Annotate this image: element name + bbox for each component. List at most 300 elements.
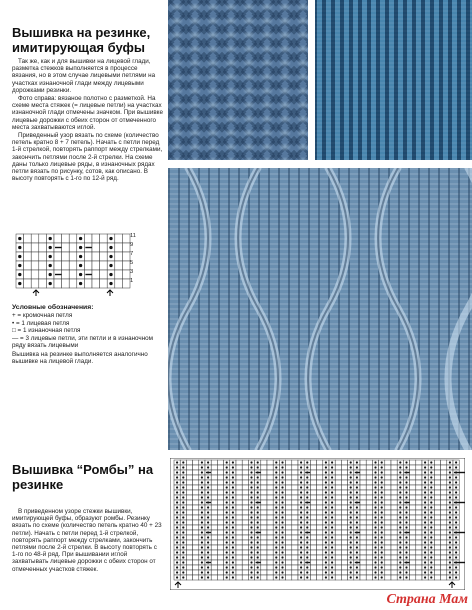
knit-stitch-dot [18, 255, 21, 258]
knit-stitch-dot [331, 566, 333, 568]
chart-cell [341, 515, 347, 520]
knit-stitch-dot [300, 526, 302, 528]
knit-stitch-dot [18, 264, 21, 267]
chart-cell [385, 515, 391, 520]
knit-stitch-dot [331, 506, 333, 508]
chart-cell [441, 555, 447, 560]
knitting-chart-1 [14, 232, 138, 298]
knit-stitch-dot [281, 476, 283, 478]
knit-stitch-dot [275, 506, 277, 508]
knit-stitch-dot [350, 466, 352, 468]
chart-cell [391, 570, 397, 575]
chart-cell [31, 234, 39, 243]
site-watermark: Страна Мам [386, 592, 468, 607]
knit-stitch-dot [257, 551, 259, 553]
chart-cell [186, 525, 192, 530]
knit-stitch-dot [424, 466, 426, 468]
knit-stitch-dot [331, 531, 333, 533]
chart-cell [310, 475, 316, 480]
knit-stitch-dot [356, 511, 358, 513]
knit-stitch-dot [109, 237, 112, 240]
chart-cell [62, 243, 70, 252]
knit-stitch-dot [430, 496, 432, 498]
knit-stitch-dot [331, 496, 333, 498]
knit-stitch-dot [424, 536, 426, 538]
section1-paragraph-1: Так же, как и для вышивки на лицевой глади, разметка стежков выполняется в процессе вязания, но в этом случае лицевыми петлями на участках изнаночной глади между лицевыми дорожками резинки. [12, 58, 156, 94]
knit-stitch-dot [325, 516, 327, 518]
knit-stitch-dot [424, 471, 426, 473]
knit-stitch-dot [350, 481, 352, 483]
chart-cell [335, 465, 341, 470]
chart-cell [360, 555, 366, 560]
chart-cell [317, 545, 323, 550]
chart-cell [286, 480, 292, 485]
chart-cell [441, 520, 447, 525]
knit-stitch-dot [455, 526, 457, 528]
knit-stitch-dot [331, 536, 333, 538]
knit-stitch-dot [250, 516, 252, 518]
knit-stitch-dot [405, 466, 407, 468]
knit-stitch-dot [207, 521, 209, 523]
knit-stitch-dot [331, 556, 333, 558]
chart-cell [122, 279, 130, 288]
knit-stitch-dot [430, 486, 432, 488]
knit-stitch-dot [281, 511, 283, 513]
knit-stitch-dot [226, 511, 228, 513]
chart-cell [186, 460, 192, 465]
knit-stitch-dot [281, 496, 283, 498]
knit-stitch-dot [232, 551, 234, 553]
knit-stitch-dot [455, 491, 457, 493]
chart-cell [391, 545, 397, 550]
chart-cell [317, 485, 323, 490]
knit-stitch-dot [18, 237, 21, 240]
chart-cell [341, 470, 347, 475]
chart-cell [211, 540, 217, 545]
chart-cell [385, 525, 391, 530]
chart-cell [360, 535, 366, 540]
chart-cell [261, 550, 267, 555]
chart-cell [236, 495, 242, 500]
chart-cell [211, 480, 217, 485]
chart-cell [193, 490, 199, 495]
chart-cell [217, 570, 223, 575]
knit-stitch-dot [226, 541, 228, 543]
knit-stitch-dot [250, 476, 252, 478]
chart-cell [211, 470, 217, 475]
chart-cell [193, 505, 199, 510]
knit-stitch-dot [350, 506, 352, 508]
knit-stitch-dot [449, 501, 451, 503]
chart-cell [267, 560, 273, 565]
chart-cell [193, 575, 199, 580]
chart-cell [236, 480, 242, 485]
section1-title-line1: Вышивка на резинке, [12, 25, 151, 40]
knit-stitch-dot [374, 516, 376, 518]
knit-stitch-dot [257, 536, 259, 538]
knit-stitch-dot [281, 471, 283, 473]
knit-stitch-dot [350, 516, 352, 518]
knit-stitch-dot [232, 476, 234, 478]
knit-stitch-dot [430, 531, 432, 533]
chart-cell [410, 565, 416, 570]
chart-cell [434, 565, 440, 570]
chart-cell [341, 475, 347, 480]
chart-cell [317, 505, 323, 510]
knit-stitch-dot [281, 571, 283, 573]
chart-cell [366, 535, 372, 540]
knit-stitch-dot [350, 511, 352, 513]
knit-stitch-dot [374, 466, 376, 468]
knit-stitch-dot [449, 571, 451, 573]
knit-stitch-dot [374, 541, 376, 543]
chart-cell [366, 560, 372, 565]
chart-cell [292, 530, 298, 535]
knit-stitch-dot [350, 496, 352, 498]
chart-cell [261, 570, 267, 575]
knit-stitch-dot [226, 526, 228, 528]
knit-stitch-dot [331, 576, 333, 578]
legend-item-knit: • = 1 лицевая петля [12, 319, 70, 327]
knit-stitch-dot [226, 576, 228, 578]
knit-stitch-dot [300, 516, 302, 518]
chart-cell [317, 560, 323, 565]
knit-stitch-dot [281, 526, 283, 528]
chart-cell [24, 252, 32, 261]
knit-stitch-dot [18, 246, 21, 249]
knit-stitch-dot [232, 536, 234, 538]
chart-cell [410, 480, 416, 485]
knit-stitch-dot [325, 461, 327, 463]
chart-cell [84, 261, 92, 270]
chart-cell [360, 540, 366, 545]
chart-cell [92, 270, 100, 279]
knit-stitch-dot [356, 461, 358, 463]
knit-stitch-dot [405, 476, 407, 478]
chart-cell [385, 560, 391, 565]
knit-stitch-dot [281, 466, 283, 468]
knit-stitch-dot [331, 481, 333, 483]
knit-stitch-dot [232, 566, 234, 568]
knit-stitch-dot [306, 481, 308, 483]
knit-stitch-dot [424, 556, 426, 558]
knit-stitch-dot [250, 566, 252, 568]
chart-cell [267, 545, 273, 550]
chart-cell [211, 495, 217, 500]
chart-cell [211, 550, 217, 555]
chart-cell [211, 520, 217, 525]
knit-stitch-dot [356, 526, 358, 528]
chart-cell [434, 560, 440, 565]
chart-cell [242, 535, 248, 540]
chart-cell [261, 525, 267, 530]
chart-cell [385, 495, 391, 500]
knit-stitch-dot [306, 571, 308, 573]
knit-stitch-dot [176, 556, 178, 558]
chart-cell [242, 505, 248, 510]
knit-stitch-dot [306, 466, 308, 468]
chart-cell [242, 575, 248, 580]
chart-cell [385, 475, 391, 480]
chart-cell [211, 575, 217, 580]
knit-stitch-dot [424, 481, 426, 483]
chart-cell [434, 500, 440, 505]
chart-cell [217, 555, 223, 560]
chart-cell [317, 490, 323, 495]
chart-cell [416, 550, 422, 555]
chart-cell [410, 545, 416, 550]
knit-stitch-dot [201, 511, 203, 513]
chart-cell [366, 540, 372, 545]
chart-cell [211, 465, 217, 470]
knit-stitch-dot [449, 556, 451, 558]
knit-stitch-dot [176, 466, 178, 468]
chart-cell [292, 550, 298, 555]
chart-cell [385, 530, 391, 535]
knit-stitch-dot [331, 516, 333, 518]
chart-cell [217, 465, 223, 470]
chart-cell [441, 540, 447, 545]
chart-cell [341, 520, 347, 525]
chart-cell [217, 560, 223, 565]
knit-stitch-dot [374, 521, 376, 523]
chart-cell [341, 555, 347, 560]
chart-cell [261, 475, 267, 480]
chart-cell [434, 490, 440, 495]
chart-cell [366, 480, 372, 485]
knit-stitch-dot [232, 481, 234, 483]
knit-stitch-dot [306, 546, 308, 548]
knit-stitch-dot [176, 561, 178, 563]
chart-cell [410, 465, 416, 470]
knit-stitch-dot [300, 501, 302, 503]
knit-stitch-dot [250, 506, 252, 508]
chart-cell [317, 515, 323, 520]
knit-stitch-dot [374, 471, 376, 473]
chart-cell [261, 515, 267, 520]
knit-stitch-dot [275, 536, 277, 538]
chart-cell [385, 485, 391, 490]
chart-cell [242, 470, 248, 475]
knit-stitch-dot [430, 551, 432, 553]
knit-stitch-dot [356, 566, 358, 568]
chart-cell [366, 500, 372, 505]
chart-cell [310, 550, 316, 555]
knit-stitch-dot [182, 501, 184, 503]
chart-cell [366, 510, 372, 515]
section1-body [12, 58, 164, 182]
chart-cell [100, 261, 108, 270]
knit-stitch-dot [356, 546, 358, 548]
knit-stitch-dot [257, 521, 259, 523]
chart-cell [217, 510, 223, 515]
knit-stitch-dot [350, 566, 352, 568]
knit-stitch-dot [201, 556, 203, 558]
chart-cell [385, 550, 391, 555]
chart-cell [410, 485, 416, 490]
chart-cell [434, 540, 440, 545]
chart-cell [292, 475, 298, 480]
chart-cell [366, 470, 372, 475]
chart-cell [267, 510, 273, 515]
chart-cell [416, 530, 422, 535]
knit-stitch-dot [232, 501, 234, 503]
knit-stitch-dot [399, 546, 401, 548]
chart-cell [286, 575, 292, 580]
knit-stitch-dot [207, 546, 209, 548]
knit-stitch-dot [399, 491, 401, 493]
chart-cell [186, 520, 192, 525]
chart-cell [317, 480, 323, 485]
chart-cell [236, 560, 242, 565]
knit-stitch-dot [449, 536, 451, 538]
knit-stitch-dot [331, 501, 333, 503]
chart-cell [341, 570, 347, 575]
knit-stitch-dot [325, 551, 327, 553]
knit-stitch-dot [226, 536, 228, 538]
chart-cell [193, 480, 199, 485]
knit-stitch-dot [176, 506, 178, 508]
chart-cell [317, 520, 323, 525]
knit-stitch-dot [449, 461, 451, 463]
chart-cell [310, 510, 316, 515]
chart-cell [292, 465, 298, 470]
chart-cell [360, 545, 366, 550]
knit-stitch-dot [325, 541, 327, 543]
knit-stitch-dot [176, 541, 178, 543]
chart-cell [410, 575, 416, 580]
chart-cell [341, 485, 347, 490]
chart-cell [236, 470, 242, 475]
chart-cell [434, 535, 440, 540]
chart-cell [416, 525, 422, 530]
chart-cell [434, 525, 440, 530]
knit-stitch-dot [399, 511, 401, 513]
chart-cell [335, 460, 341, 465]
chart-cell [317, 475, 323, 480]
knit-stitch-dot [381, 566, 383, 568]
chart-cell [292, 490, 298, 495]
chart-cell [391, 465, 397, 470]
knit-stitch-dot [449, 486, 451, 488]
knit-stitch-dot [176, 496, 178, 498]
knit-stitch-dot [381, 461, 383, 463]
chart-cell [292, 525, 298, 530]
knit-stitch-dot [306, 541, 308, 543]
knit-stitch-dot [257, 571, 259, 573]
knit-stitch-dot [281, 486, 283, 488]
chart-cell [211, 460, 217, 465]
chart-cell [236, 550, 242, 555]
chart-cell [261, 495, 267, 500]
chart-cell [217, 545, 223, 550]
knit-stitch-dot [201, 471, 203, 473]
chart-cell [385, 505, 391, 510]
chart-cell [242, 460, 248, 465]
knit-stitch-dot [281, 501, 283, 503]
knit-stitch-dot [381, 486, 383, 488]
chart-cell [186, 505, 192, 510]
chart-cell [211, 505, 217, 510]
chart-cell [391, 460, 397, 465]
knit-stitch-dot [350, 471, 352, 473]
chart-cell [39, 261, 47, 270]
knit-stitch-dot [449, 511, 451, 513]
chart-cell [317, 500, 323, 505]
chart-cell [193, 475, 199, 480]
chart-cell [360, 515, 366, 520]
knit-stitch-dot [257, 576, 259, 578]
knit-stitch-dot [176, 481, 178, 483]
chart-cell [193, 510, 199, 515]
chart-cell [416, 535, 422, 540]
chart-cell [434, 515, 440, 520]
legend-item-purl: □ = 1 изнаночная петля [12, 327, 81, 334]
chart-cell [186, 515, 192, 520]
knit-stitch-dot [424, 476, 426, 478]
chart-cell [236, 465, 242, 470]
knit-stitch-dot [356, 536, 358, 538]
chart-cell [360, 575, 366, 580]
chart-cell [391, 480, 397, 485]
knit-stitch-dot [79, 282, 82, 285]
chart-cell [310, 545, 316, 550]
knit-stitch-dot [424, 521, 426, 523]
chart-cell [92, 243, 100, 252]
knit-stitch-dot [374, 496, 376, 498]
knit-stitch-dot [300, 576, 302, 578]
knit-stitch-dot [281, 521, 283, 523]
chart-cell [335, 550, 341, 555]
knit-stitch-dot [275, 496, 277, 498]
knit-stitch-dot [374, 576, 376, 578]
photo-puffs-embroidery [168, 0, 308, 160]
knit-stitch-dot [306, 496, 308, 498]
chart-cell [310, 470, 316, 475]
knit-stitch-dot [449, 541, 451, 543]
chart-cell [410, 510, 416, 515]
chart-cell [317, 565, 323, 570]
chart-cell [286, 535, 292, 540]
chart-cell [360, 525, 366, 530]
knit-stitch-dot [306, 461, 308, 463]
knit-stitch-dot [306, 476, 308, 478]
chart-cell [211, 565, 217, 570]
knit-stitch-dot [176, 501, 178, 503]
knit-stitch-dot [350, 551, 352, 553]
knit-stitch-dot [182, 576, 184, 578]
knit-stitch-dot [176, 571, 178, 573]
section2-title-line2: резинке [12, 477, 64, 492]
knit-stitch-dot [405, 481, 407, 483]
knit-stitch-dot [79, 246, 82, 249]
knit-stitch-dot [226, 496, 228, 498]
chart-cell [335, 535, 341, 540]
chart-cell [292, 540, 298, 545]
knit-stitch-dot [49, 237, 52, 240]
knit-stitch-dot [232, 466, 234, 468]
knit-stitch-dot [182, 566, 184, 568]
chart-cell [217, 460, 223, 465]
chart-cell [385, 535, 391, 540]
knit-stitch-dot [201, 566, 203, 568]
chart-cell [286, 505, 292, 510]
chart-cell [186, 530, 192, 535]
chart-cell [391, 485, 397, 490]
chart-cell [360, 520, 366, 525]
chart-cell [286, 510, 292, 515]
knit-stitch-dot [207, 491, 209, 493]
